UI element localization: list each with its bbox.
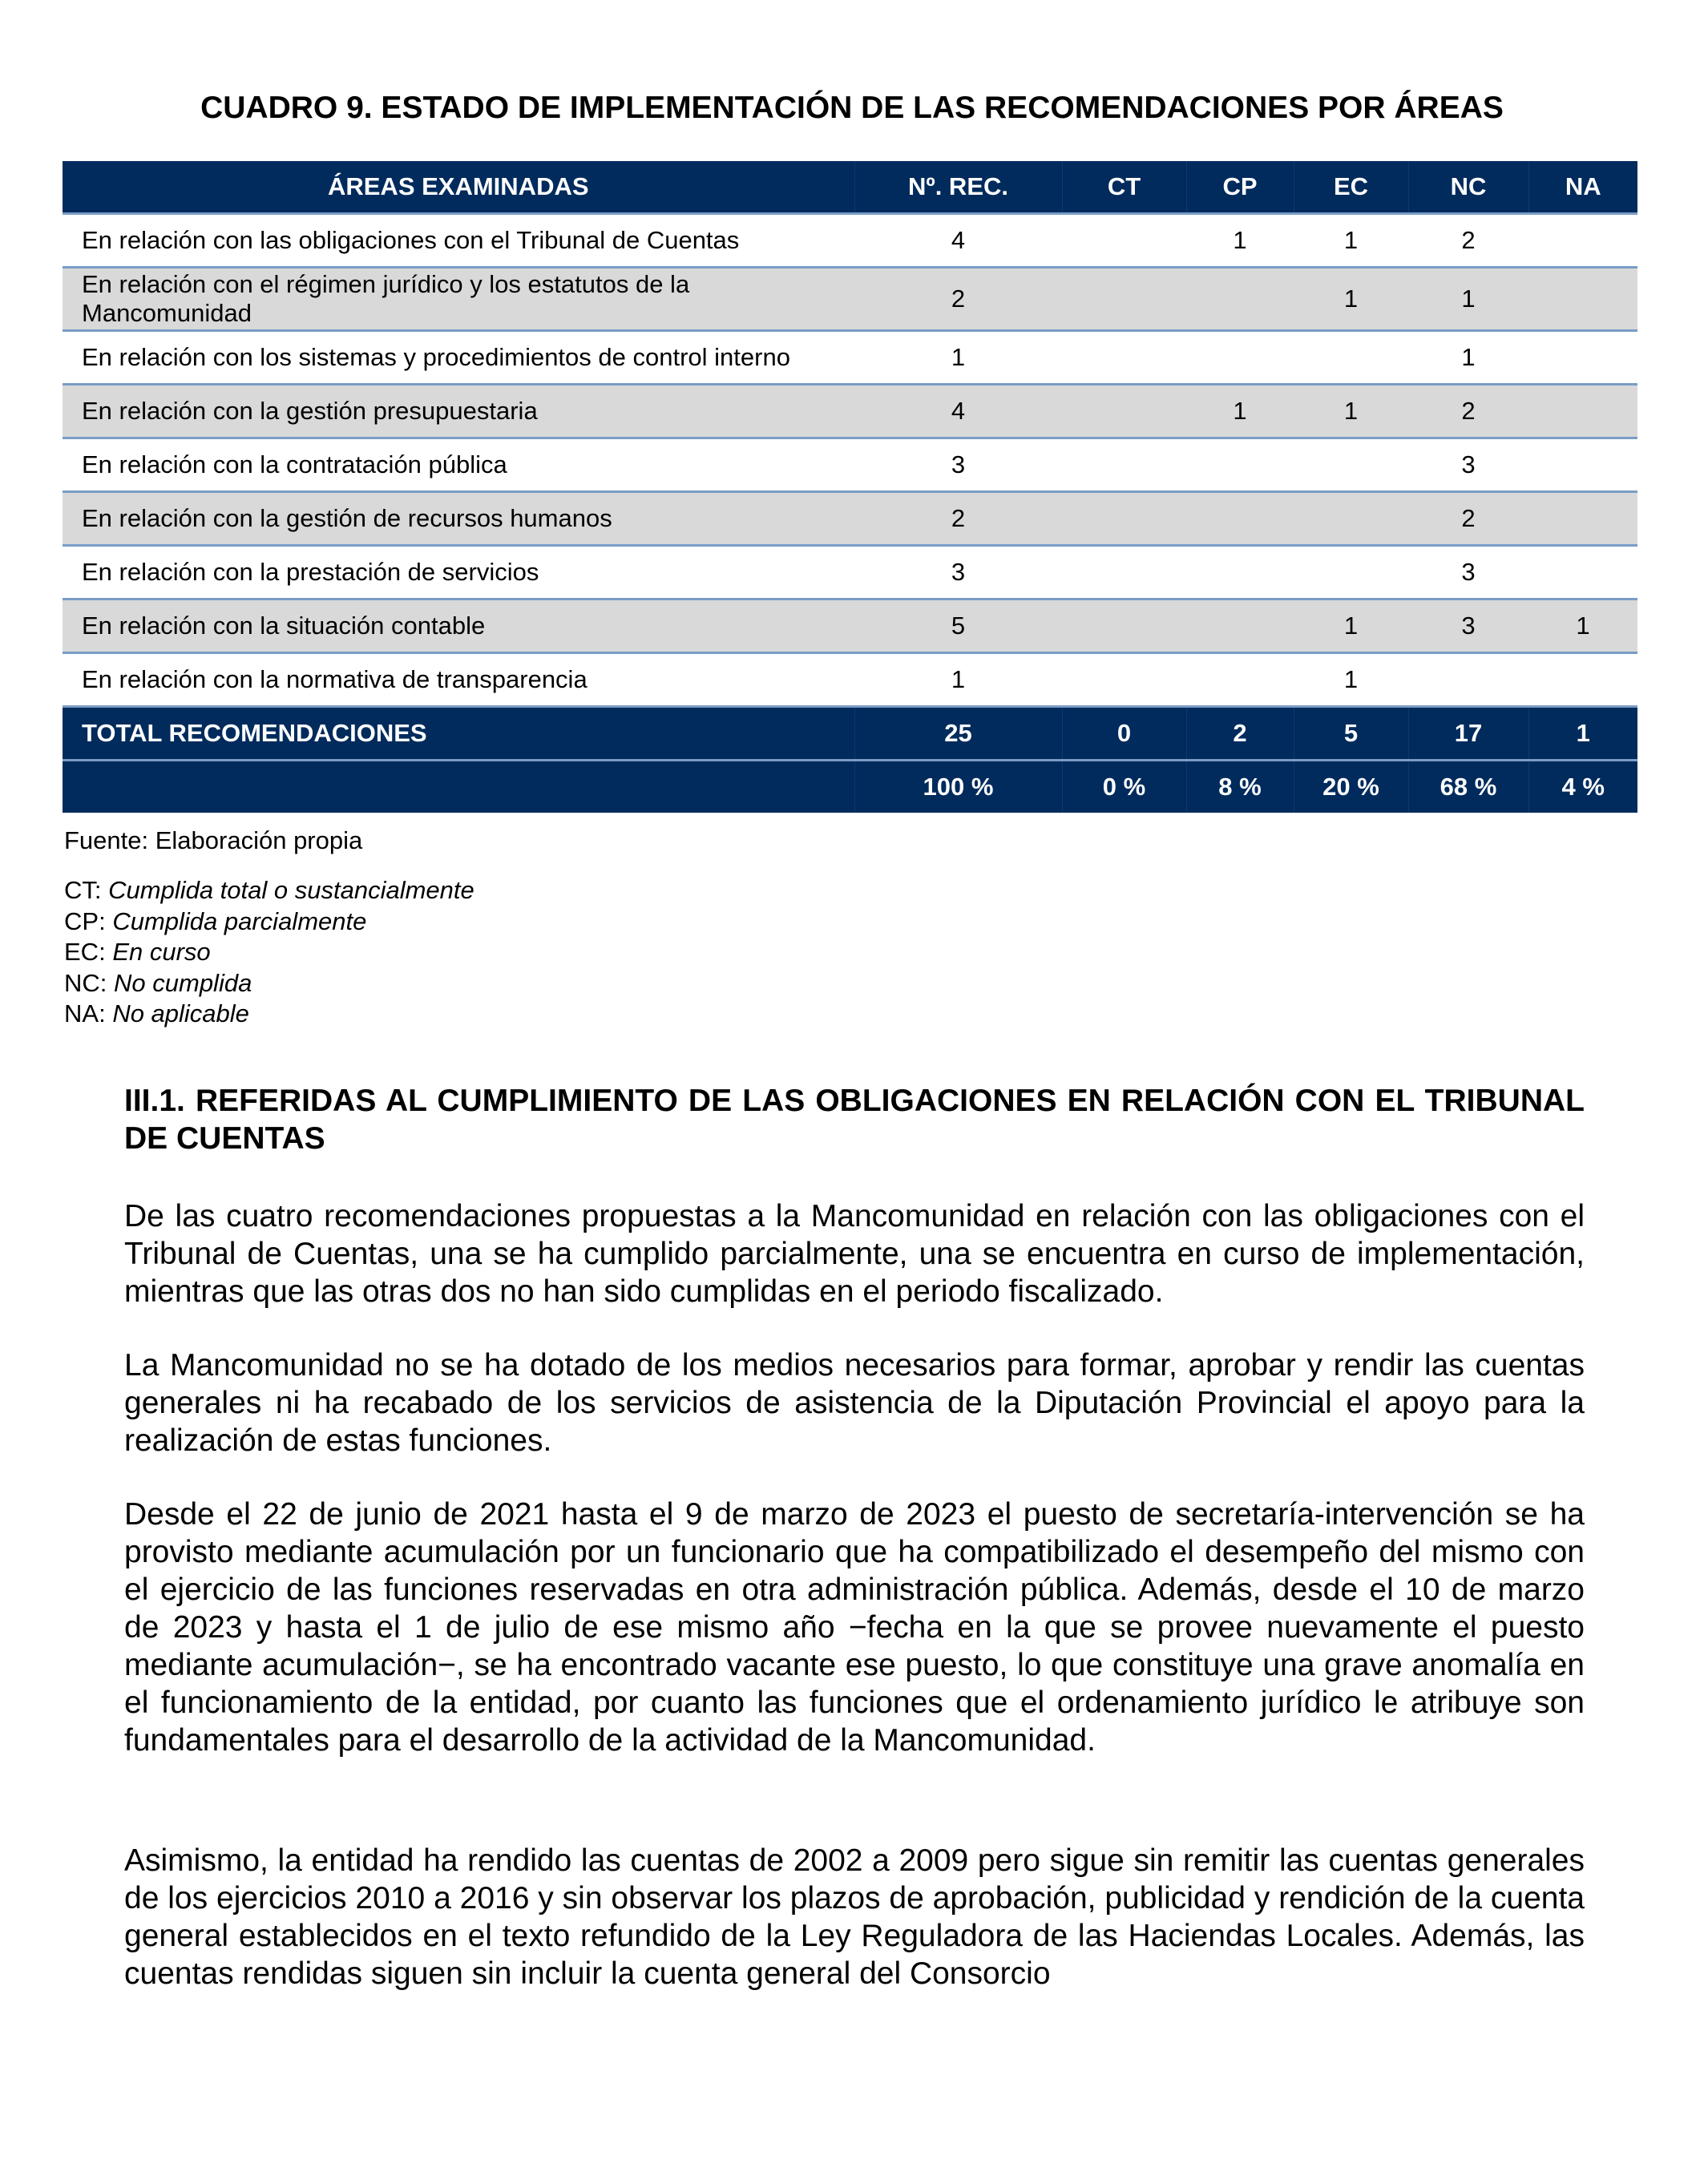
ec-cell [1294, 331, 1408, 385]
header-cp: CP [1186, 161, 1294, 214]
na-cell [1528, 214, 1637, 268]
table-source: Fuente: Elaboración propia [64, 826, 363, 854]
nc-cell: 1 [1408, 268, 1528, 331]
area-cell: En relación con los sistemas y procedimientos de control interno [63, 331, 854, 385]
ec-cell: 1 [1294, 268, 1408, 331]
area-cell: En relación con la prestación de servicios [63, 546, 854, 599]
cp-cell [1186, 599, 1294, 653]
cp-cell [1186, 653, 1294, 707]
percent-na: 4 % [1528, 761, 1637, 813]
legend-definition: No aplicable [112, 999, 249, 1027]
table-row [63, 546, 1637, 599]
cp-cell: 1 [1186, 214, 1294, 268]
rec-cell: 3 [854, 438, 1062, 492]
paragraph: Asimismo, la entidad ha rendido las cuentas de 2002 a 2009 pero sigue sin remitir las cuentas generales de los ejercicios 2010 a 2016 y sin observar los plazos de aprobación, publicidad y rendición de la cuenta general establecidos en el texto refundido de la Ley Reguladora de las Haciendas Locales. Además, las cuentas rendidas siguen sin incluir la cuenta general del Consorcio [124, 1843, 1585, 1991]
cp-cell: 1 [1186, 385, 1294, 438]
ct-cell [1062, 599, 1186, 653]
rec-cell: 1 [854, 653, 1062, 707]
ec-cell: 1 [1294, 599, 1408, 653]
ct-cell [1062, 653, 1186, 707]
total-ec: 5 [1294, 707, 1408, 761]
table-row [63, 385, 1637, 438]
nc-cell: 2 [1408, 385, 1528, 438]
percent-rec: 100 % [854, 761, 1062, 813]
total-na: 1 [1528, 707, 1637, 761]
na-cell [1528, 385, 1637, 438]
cp-cell [1186, 268, 1294, 331]
legend-definition: Cumplida parcialmente [112, 906, 367, 935]
ec-cell [1294, 438, 1408, 492]
rec-cell: 1 [854, 331, 1062, 385]
percent-row [63, 761, 1637, 813]
total-label: TOTAL RECOMENDACIONES [63, 707, 854, 761]
area-cell: En relación con la contratación pública [63, 438, 854, 492]
header-num-rec: Nº. REC. [854, 161, 1062, 214]
area-cell: En relación con la gestión presupuestaria [63, 385, 854, 438]
legend-code: CP: [64, 906, 106, 935]
na-cell [1528, 546, 1637, 599]
legend-item [64, 875, 474, 906]
ct-cell [1062, 214, 1186, 268]
total-ct: 0 [1062, 707, 1186, 761]
header-ec: EC [1294, 161, 1408, 214]
cp-cell [1186, 438, 1294, 492]
ct-cell [1062, 268, 1186, 331]
header-na: NA [1528, 161, 1637, 214]
ec-cell: 1 [1294, 653, 1408, 707]
total-row [63, 707, 1637, 761]
percent-label [63, 761, 854, 813]
total-cp: 2 [1186, 707, 1294, 761]
legend-item [64, 937, 474, 968]
table-title: CUADRO 9. ESTADO DE IMPLEMENTACIÓN DE LAS RECOMENDACIONES POR ÁREAS [200, 91, 1504, 125]
ct-cell [1062, 438, 1186, 492]
table-row [63, 492, 1637, 546]
legend-code: CT: [64, 876, 102, 904]
area-cell: En relación con el régimen jurídico y los estatutos de la Mancomunidad [63, 268, 854, 331]
nc-cell: 3 [1408, 599, 1528, 653]
ec-cell [1294, 492, 1408, 546]
percent-cp: 8 % [1186, 761, 1294, 813]
table-row [63, 653, 1637, 707]
nc-cell: 1 [1408, 331, 1528, 385]
na-cell [1528, 331, 1637, 385]
rec-cell: 2 [854, 492, 1062, 546]
cp-cell [1186, 331, 1294, 385]
table-row [63, 331, 1637, 385]
nc-cell: 3 [1408, 546, 1528, 599]
percent-ct: 0 % [1062, 761, 1186, 813]
area-cell: En relación con la normativa de transparencia [63, 653, 854, 707]
ec-cell: 1 [1294, 214, 1408, 268]
table-row [63, 268, 1637, 331]
nc-cell: 2 [1408, 492, 1528, 546]
ec-cell: 1 [1294, 385, 1408, 438]
legend-item [64, 906, 474, 938]
area-cell: En relación con la situación contable [63, 599, 854, 653]
ct-cell [1062, 331, 1186, 385]
rec-cell: 2 [854, 268, 1062, 331]
nc-cell: 2 [1408, 214, 1528, 268]
paragraph: De las cuatro recomendaciones propuestas a la Mancomunidad en relación con las obligaciones con el Tribunal de Cuentas, una se ha cumplido parcialmente, una se encuentra en curso de implementación, mientras que las otras dos no han sido cumplidas en el periodo fiscalizado. [124, 1199, 1585, 1309]
total-nc: 17 [1408, 707, 1528, 761]
percent-nc: 68 % [1408, 761, 1528, 813]
legend [64, 875, 474, 1030]
table-header-row [63, 161, 1637, 214]
header-ct: CT [1062, 161, 1186, 214]
legend-definition: En curso [112, 938, 211, 966]
legend-code: EC: [64, 938, 106, 966]
nc-cell: 3 [1408, 438, 1528, 492]
legend-definition: No cumplida [114, 968, 252, 997]
rec-cell: 5 [854, 599, 1062, 653]
total-rec: 25 [854, 707, 1062, 761]
ct-cell [1062, 546, 1186, 599]
recommendations-table [63, 161, 1637, 813]
na-cell [1528, 438, 1637, 492]
percent-ec: 20 % [1294, 761, 1408, 813]
legend-definition: Cumplida total o sustancialmente [108, 876, 474, 904]
legend-item [64, 999, 474, 1030]
ec-cell [1294, 546, 1408, 599]
na-cell [1528, 492, 1637, 546]
legend-code: NA: [64, 999, 106, 1027]
table-row [63, 599, 1637, 653]
legend-item [64, 968, 474, 999]
table-row [63, 438, 1637, 492]
paragraph: Desde el 22 de junio de 2021 hasta el 9 de marzo de 2023 el puesto de secretaría-intervención se ha provisto mediante acumulación por un funcionario que ha compatibilizado el desempeño del mismo con el ejercicio de las funciones reservadas en otra administración pública. Además, desde el 10 de marzo de 2023 y hasta el 1 de julio de ese mismo año −fecha en la que se provee nuevamente el puesto mediante acumulación−, se ha encontrado vacante ese puesto, lo que constituye una grave anomalía en el funcionamiento de la entidad, por cuanto las funciones que el ordenamiento jurídico le atribuye son fundamentales para el desarrollo de la actividad de la Mancomunidad. [124, 1497, 1585, 1758]
area-cell: En relación con la gestión de recursos humanos [63, 492, 854, 546]
rec-cell: 4 [854, 385, 1062, 438]
cp-cell [1186, 546, 1294, 599]
ct-cell [1062, 385, 1186, 438]
ct-cell [1062, 492, 1186, 546]
cp-cell [1186, 492, 1294, 546]
rec-cell: 4 [854, 214, 1062, 268]
na-cell [1528, 268, 1637, 331]
area-cell: En relación con las obligaciones con el Tribunal de Cuentas [63, 214, 854, 268]
legend-code: NC: [64, 968, 107, 997]
header-nc: NC [1408, 161, 1528, 214]
table-row [63, 214, 1637, 268]
nc-cell [1408, 653, 1528, 707]
header-areas: ÁREAS EXAMINADAS [63, 161, 854, 214]
na-cell: 1 [1528, 599, 1637, 653]
rec-cell: 3 [854, 546, 1062, 599]
section-heading: III.1. REFERIDAS AL CUMPLIMIENTO DE LAS OBLIGACIONES EN RELACIÓN CON EL TRIBUNAL DE CUENTAS [124, 1084, 1585, 1156]
na-cell [1528, 653, 1637, 707]
paragraph: La Mancomunidad no se ha dotado de los medios necesarios para formar, aprobar y rendir las cuentas generales ni ha recabado de los servicios de asistencia de la Diputación Provincial el apoyo para la realización de estas funciones. [124, 1348, 1585, 1458]
